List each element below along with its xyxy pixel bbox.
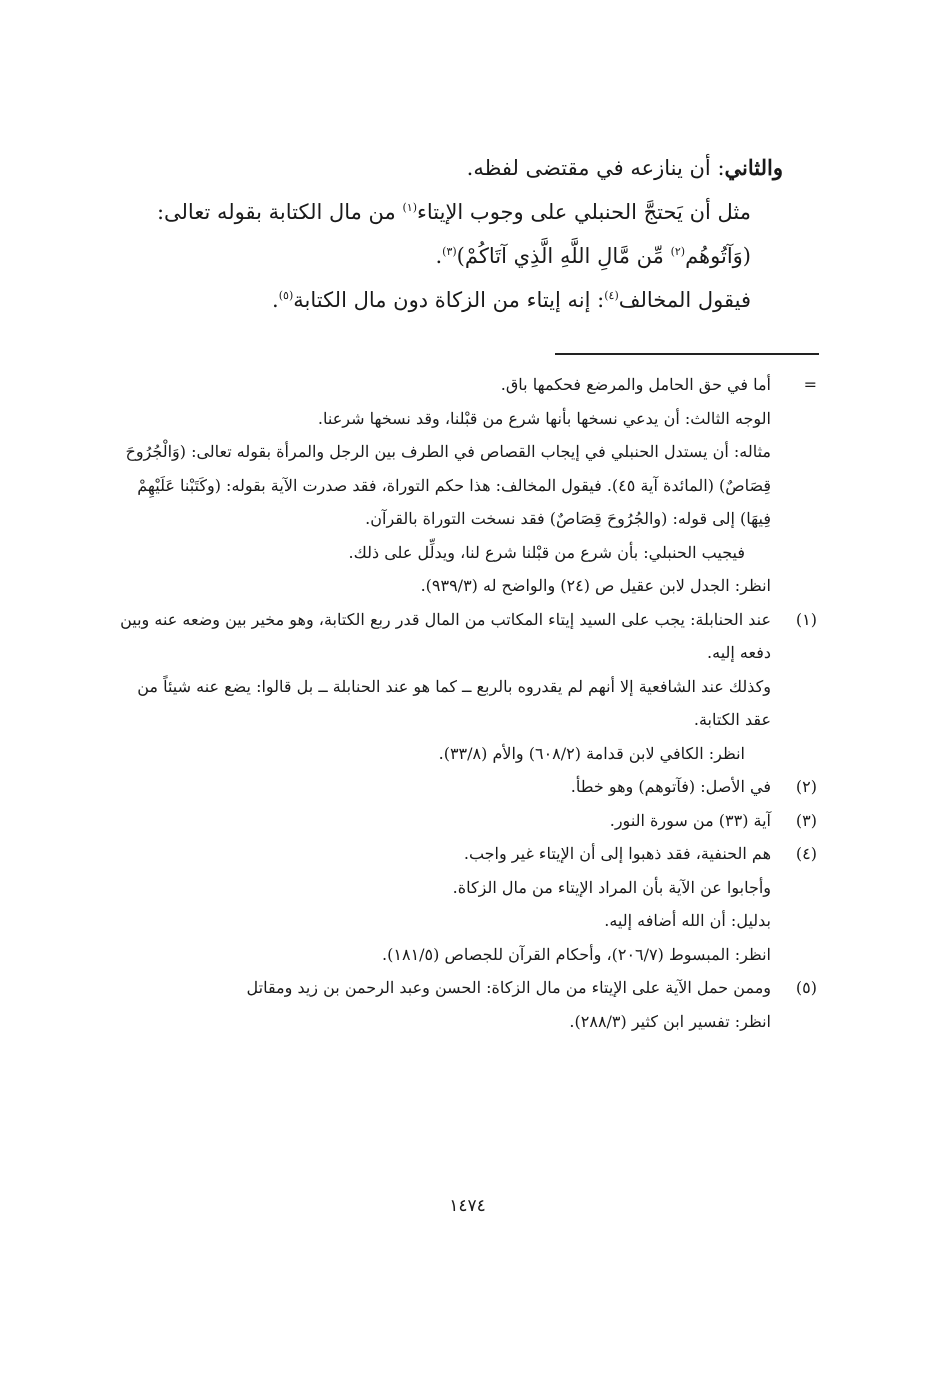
footnote-separator: [555, 353, 819, 355]
footnote-5: [117, 971, 817, 1038]
footnote-line: آية (٣٣) من سورة النور.: [609, 810, 771, 830]
main-paragraph-second-objection: [143, 146, 783, 190]
footnote-number: (١): [795, 609, 817, 629]
section-lead-rest: : أن ينازعه في مقتضى لفظه.: [466, 156, 725, 180]
footnote-line: وكذلك عند الشافعية إلا أنهم لم يقدروه بالربع ــ كما هو عند الحنابلة ــ بل قالوا: يضع عنه شيئاً من عقد الكتابة.: [137, 676, 771, 729]
footnote-line: أما في حق الحامل والمرضع فحكمها باق.: [500, 375, 771, 394]
footnote-ref-3[interactable]: (٣): [442, 245, 457, 258]
footnote-3: [117, 804, 817, 838]
footnote-number: (٤): [795, 844, 817, 863]
footnote-number: (٥): [795, 978, 817, 997]
example-text-1: مثل أن يَحتجَّ الحنبلي على وجوب الإيتاء: [416, 200, 751, 224]
footnote-number: (٢): [795, 777, 817, 796]
footnote-line: فيجيب الحنبلي: بأن شرع من قبْلنا شرع لنا، ويدلِّل على ذلك.: [348, 542, 745, 562]
footnote-line: انظر: المبسوط (٢٠٦/٧)، وأحكام القرآن للجصاص (١٨١/٥).: [382, 944, 771, 964]
continuation-marker: =: [803, 375, 817, 394]
footnote-line: في الأصل: (فآتوهم) وهو خطأ.: [570, 777, 771, 796]
footnote-4: [117, 837, 817, 971]
opponent-text-3: .: [272, 288, 279, 312]
footnote-ref-2[interactable]: (٢): [670, 245, 686, 258]
footnote-ref-5[interactable]: (٥): [278, 289, 294, 302]
example-text-3: مِّن مَّالِ اللَّهِ الَّذِي آتَاكُمْ): [456, 244, 671, 268]
example-text-2: من مال الكتابة بقوله تعالى: (وَآتُوهُم: [156, 200, 751, 268]
page-number: ١٤٧٤: [449, 1196, 486, 1216]
footnote-line: بدليل: أن الله أضافه إليه.: [604, 911, 771, 930]
footnote-line: انظر: تفسير ابن كثير (٢٨٨/٣).: [569, 1011, 771, 1031]
opponent-text-2: : إنه إيتاء من الزكاة دون مال الكتابة: [293, 288, 605, 312]
footnote-line: وأجابوا عن الآية بأن المراد الإيتاء من مال الزكاة.: [452, 877, 771, 897]
footnote-ref-4[interactable]: (٤): [604, 289, 619, 302]
example-text-4: .: [435, 244, 443, 268]
footnote-line: عند الحنابلة: يجب على السيد إيتاء المكاتب من المال قدر ربع الكتابة، وهو مخير بين وضعه عنه وبين دفعه إليه.: [120, 609, 771, 662]
footnote-line: انظر: الجدل لابن عقيل ص (٢٤) والواضح له (٩٣٩/٣).: [420, 576, 771, 595]
footnote-continuation: [117, 368, 817, 603]
section-lead-word: والثاني: [724, 155, 783, 180]
main-paragraph-opponent: [143, 278, 783, 322]
footnote-line: مثاله: أن يستدل الحنبلي في إيجاب القصاص في الطرف بين الرجل والمرأة بقوله تعالى: (وَالْجُرُوحَ قِصَاصٌ) (المائدة آية ٤٥). فيقول المخالف: هذا حكم التوراة، فقد صدرت الآية بقوله: (وكَتَبْنا عَلَيْهِمْ فِيهَا) إلى قوله: (والجُرُوحَ قِصَاصٌ) فقد نسخت التوراة بالقرآن.: [125, 442, 771, 528]
main-paragraph-example: [143, 190, 783, 278]
footnote-ref-1[interactable]: (١): [402, 201, 417, 214]
footnote-1: [117, 603, 817, 771]
footnote-2: [117, 770, 817, 804]
footnote-line: الوجه الثالث: أن يدعي نسخها بأنها شرع من قبْلنا، وقد نسخها شرعنا.: [317, 408, 771, 428]
footnote-line: انظر: الكافي لابن قدامة (٦٠٨/٢) والأم (٣٣/٨).: [438, 743, 745, 763]
footnote-line: هم الحنفية، فقد ذهبوا إلى أن الإيتاء غير واجب.: [463, 844, 771, 863]
footnotes: [117, 368, 817, 1038]
opponent-text-1: فيقول المخالف: [618, 288, 751, 312]
footnote-line: وممن حمل الآية على الإيتاء من مال الزكاة: الحسن وعبد الرحمن بن زيد ومقاتل: [246, 978, 771, 997]
footnote-number: (٣): [795, 810, 817, 830]
main-text: [143, 146, 783, 322]
